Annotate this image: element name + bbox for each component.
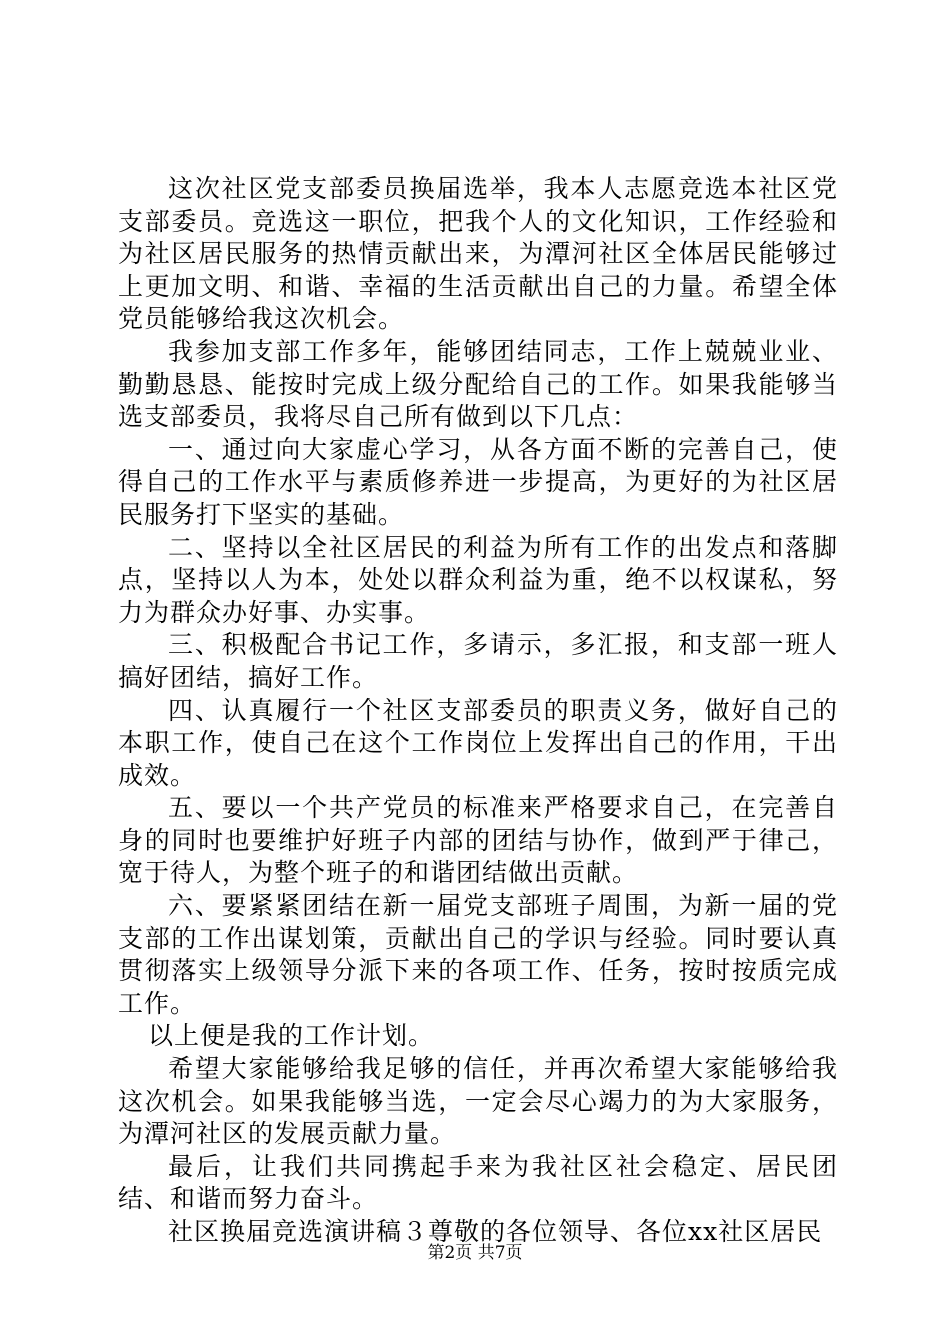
paragraph-point-6: 六、要紧紧团结在新一届党支部班子周围，为新一届的党支部的工作出谋划策，贡献出自己的学识与经验。同时要认真贯彻落实上级领导分派下来的各项工作、任务，按时按质完成工作。 xyxy=(118,891,838,1018)
paragraph-point-1: 一、通过向大家虚心学习，从各方面不断的完善自己，使得自己的工作水平与素质修养进一步提高，为更好的为社区居民服务打下坚实的基础。 xyxy=(118,434,838,529)
paragraph-next-speech: 社区换届竞选演讲稿３尊敬的各位领导、各位xx社区居民 xyxy=(168,1217,823,1246)
paragraph-intro: 这次社区党支部委员换届选举，我本人志愿竞选本社区党支部委员。竞选这一职位，把我个人的文化知识，工作经验和为社区居民服务的热情贡献出来，为潭河社区全体居民能够过上更加文明、和谐、幸福的生活贡献出自己的力量。希望全体党员能够给我这次机会。 xyxy=(118,174,838,334)
paragraph-plan-summary: 以上便是我的工作计划。 xyxy=(148,1021,435,1051)
document-body xyxy=(118,173,838,1249)
paragraph-point-5: 五、要以一个共产党员的标准来严格要求自己，在完善自身的同时也要维护好班子内部的团结与协作，做到严于律己，宽于待人，为整个班子的和谐团结做出贡献。 xyxy=(118,793,838,888)
paragraph-point-3: 三、积极配合书记工作，多请示，多汇报，和支部一班人搞好团结，搞好工作。 xyxy=(118,630,838,692)
paragraph-point-2: 二、坚持以全社区居民的利益为所有工作的出发点和落脚点，坚持以人为本，处处以群众利益为重，绝不以权谋私，努力为群众办好事、办实事。 xyxy=(118,532,838,627)
paragraph-experience: 我参加支部工作多年，能够团结同志，工作上兢兢业业、勤勤恳恳、能按时完成上级分配给自己的工作。如果我能够当选支部委员，我将尽自己所有做到以下几点： xyxy=(118,336,838,432)
page-number-footer: 第2页 共7页 xyxy=(427,1243,523,1263)
paragraph-closing: 最后，让我们共同携起手来为我社区社会稳定、居民团结、和谐而努力奋斗。 xyxy=(118,1151,838,1214)
paragraph-hope: 希望大家能够给我足够的信任，并再次希望大家能够给我这次机会。如果我能够当选，一定会尽心竭力的为大家服务，为潭河社区的发展贡献力量。 xyxy=(118,1054,838,1149)
paragraph-point-4: 四、认真履行一个社区支部委员的职责义务，做好自己的本职工作，使自己在这个工作岗位上发挥出自己的作用，干出成效。 xyxy=(118,695,838,790)
